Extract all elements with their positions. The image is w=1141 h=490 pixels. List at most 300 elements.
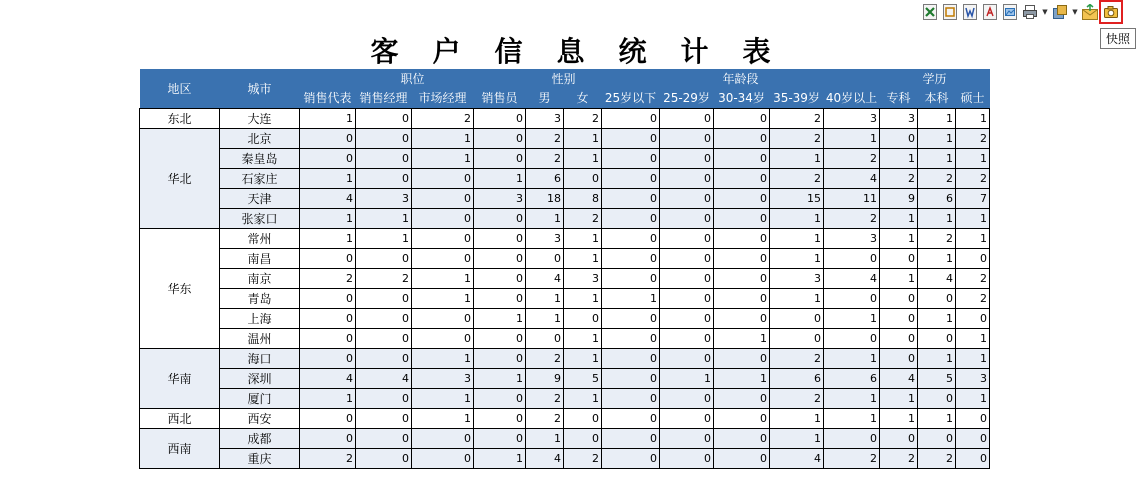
value-cell: 4 <box>526 448 564 468</box>
value-cell: 0 <box>714 168 770 188</box>
table-row <box>140 268 990 288</box>
value-cell: 0 <box>602 228 660 248</box>
value-cell: 0 <box>474 248 526 268</box>
value-cell: 1 <box>564 288 602 308</box>
value-cell: 0 <box>714 228 770 248</box>
value-cell: 0 <box>412 168 474 188</box>
value-cell: 0 <box>880 248 918 268</box>
table-row <box>140 428 990 448</box>
value-cell: 1 <box>880 228 918 248</box>
region-cell: 西北 <box>140 408 220 428</box>
value-cell: 0 <box>602 388 660 408</box>
city-cell: 南京 <box>220 268 300 288</box>
value-cell: 1 <box>880 208 918 228</box>
value-cell: 1 <box>918 248 956 268</box>
table-row <box>140 188 990 208</box>
value-cell: 1 <box>770 148 824 168</box>
value-cell: 2 <box>300 448 356 468</box>
value-cell: 11 <box>824 188 880 208</box>
value-cell: 2 <box>526 348 564 368</box>
value-cell: 4 <box>824 168 880 188</box>
value-cell: 1 <box>300 208 356 228</box>
value-cell: 0 <box>880 328 918 348</box>
table-row <box>140 448 990 468</box>
excel-export-button[interactable] <box>921 3 939 21</box>
value-cell: 2 <box>918 448 956 468</box>
value-cell: 3 <box>824 228 880 248</box>
city-cell: 张家口 <box>220 208 300 228</box>
value-cell: 1 <box>824 308 880 328</box>
value-cell: 1 <box>880 148 918 168</box>
value-cell: 0 <box>660 268 714 288</box>
value-cell: 2 <box>880 168 918 188</box>
value-cell: 2 <box>564 208 602 228</box>
value-cell: 2 <box>526 388 564 408</box>
value-cell: 2 <box>564 108 602 128</box>
value-cell: 3 <box>824 108 880 128</box>
col-header-city: 城市 <box>220 69 300 108</box>
table-row <box>140 128 990 148</box>
value-cell: 0 <box>474 428 526 448</box>
value-cell: 0 <box>564 308 602 328</box>
value-cell: 1 <box>918 128 956 148</box>
value-cell: 0 <box>356 288 412 308</box>
value-cell: 0 <box>412 228 474 248</box>
value-cell: 0 <box>714 388 770 408</box>
value-cell: 7 <box>956 188 990 208</box>
value-cell: 0 <box>918 288 956 308</box>
value-cell: 0 <box>474 208 526 228</box>
value-cell: 0 <box>300 348 356 368</box>
value-cell: 1 <box>714 328 770 348</box>
value-cell: 1 <box>824 388 880 408</box>
col-header: 销售员 <box>474 88 526 108</box>
value-cell: 0 <box>474 148 526 168</box>
value-cell: 0 <box>564 428 602 448</box>
value-cell: 0 <box>526 328 564 348</box>
value-cell: 3 <box>526 228 564 248</box>
email-button[interactable] <box>1081 3 1099 21</box>
value-cell: 1 <box>770 408 824 428</box>
value-cell: 0 <box>474 108 526 128</box>
city-cell: 秦皇岛 <box>220 148 300 168</box>
value-cell: 1 <box>300 388 356 408</box>
print-dropdown-arrow[interactable]: ▼ <box>1042 8 1048 16</box>
value-cell: 5 <box>918 368 956 388</box>
value-cell: 0 <box>714 348 770 368</box>
table-row <box>140 228 990 248</box>
value-cell: 1 <box>474 448 526 468</box>
value-cell: 0 <box>770 328 824 348</box>
value-cell: 0 <box>956 408 990 428</box>
value-cell: 2 <box>412 108 474 128</box>
value-cell: 2 <box>526 408 564 428</box>
value-cell: 0 <box>474 328 526 348</box>
value-cell: 0 <box>660 428 714 448</box>
value-cell: 1 <box>956 328 990 348</box>
value-cell: 4 <box>918 268 956 288</box>
word-export-button[interactable] <box>961 3 979 21</box>
value-cell: 0 <box>602 108 660 128</box>
value-cell: 4 <box>824 268 880 288</box>
value-cell: 1 <box>880 408 918 428</box>
value-cell: 0 <box>412 308 474 328</box>
value-cell: 1 <box>474 168 526 188</box>
value-cell: 0 <box>356 128 412 148</box>
image-export-button[interactable] <box>1001 3 1019 21</box>
value-cell: 1 <box>564 388 602 408</box>
value-cell: 1 <box>526 428 564 448</box>
table-row <box>140 408 990 428</box>
value-cell: 2 <box>956 268 990 288</box>
table-row <box>140 388 990 408</box>
value-cell: 1 <box>918 308 956 328</box>
value-cell: 0 <box>660 328 714 348</box>
value-cell: 0 <box>356 448 412 468</box>
value-cell: 2 <box>564 448 602 468</box>
value-cell: 1 <box>564 148 602 168</box>
value-cell: 3 <box>880 108 918 128</box>
value-cell: 1 <box>918 208 956 228</box>
value-cell: 0 <box>824 428 880 448</box>
value-cell: 2 <box>356 268 412 288</box>
table-row <box>140 368 990 388</box>
pdf-export-button[interactable] <box>981 3 999 21</box>
city-cell: 石家庄 <box>220 168 300 188</box>
value-cell: 0 <box>714 208 770 228</box>
city-cell: 海口 <box>220 348 300 368</box>
value-cell: 1 <box>770 248 824 268</box>
city-cell: 天津 <box>220 188 300 208</box>
value-cell: 0 <box>300 328 356 348</box>
value-cell: 2 <box>880 448 918 468</box>
value-cell: 0 <box>660 348 714 368</box>
value-cell: 0 <box>474 268 526 288</box>
value-cell: 3 <box>526 108 564 128</box>
excel-export-icon <box>923 4 937 20</box>
value-cell: 0 <box>412 208 474 228</box>
value-cell: 0 <box>602 428 660 448</box>
value-cell: 0 <box>956 448 990 468</box>
value-cell: 0 <box>660 208 714 228</box>
group-header-age: 年龄段 <box>602 69 880 88</box>
csv-export-button[interactable] <box>941 3 959 21</box>
value-cell: 0 <box>660 408 714 428</box>
value-cell: 1 <box>918 108 956 128</box>
value-cell: 0 <box>660 248 714 268</box>
city-cell: 北京 <box>220 128 300 148</box>
value-cell: 0 <box>714 128 770 148</box>
value-cell: 3 <box>412 368 474 388</box>
value-cell: 0 <box>300 288 356 308</box>
value-cell: 0 <box>880 348 918 368</box>
value-cell: 0 <box>714 188 770 208</box>
value-cell: 6 <box>770 368 824 388</box>
value-cell: 1 <box>526 208 564 228</box>
value-cell: 1 <box>956 108 990 128</box>
value-cell: 2 <box>824 448 880 468</box>
value-cell: 0 <box>356 348 412 368</box>
value-cell: 0 <box>300 248 356 268</box>
value-cell: 8 <box>564 188 602 208</box>
value-cell: 1 <box>956 228 990 248</box>
table-row <box>140 248 990 268</box>
value-cell: 4 <box>880 368 918 388</box>
region-cell: 东北 <box>140 108 220 128</box>
value-cell: 0 <box>564 408 602 428</box>
value-cell: 0 <box>714 308 770 328</box>
value-cell: 2 <box>300 268 356 288</box>
value-cell: 0 <box>660 148 714 168</box>
value-cell: 0 <box>660 448 714 468</box>
value-cell: 0 <box>602 268 660 288</box>
snapshot-camera-button[interactable] <box>1101 2 1121 22</box>
value-cell: 1 <box>824 408 880 428</box>
col-header: 25-29岁 <box>660 88 714 108</box>
value-cell: 0 <box>918 328 956 348</box>
value-cell: 6 <box>526 168 564 188</box>
value-cell: 1 <box>526 308 564 328</box>
value-cell: 0 <box>300 308 356 328</box>
value-cell: 0 <box>356 108 412 128</box>
value-cell: 0 <box>356 428 412 448</box>
value-cell: 2 <box>918 168 956 188</box>
value-cell: 0 <box>824 248 880 268</box>
value-cell: 2 <box>918 228 956 248</box>
value-cell: 2 <box>956 128 990 148</box>
value-cell: 1 <box>356 208 412 228</box>
value-cell: 4 <box>300 368 356 388</box>
value-cell: 0 <box>474 228 526 248</box>
value-cell: 1 <box>770 208 824 228</box>
value-cell: 0 <box>660 388 714 408</box>
value-cell: 0 <box>602 348 660 368</box>
value-cell: 2 <box>956 168 990 188</box>
value-cell: 0 <box>356 168 412 188</box>
value-cell: 1 <box>564 248 602 268</box>
col-header: 35-39岁 <box>770 88 824 108</box>
value-cell: 4 <box>770 448 824 468</box>
value-cell: 0 <box>300 408 356 428</box>
value-cell: 1 <box>824 128 880 148</box>
value-cell: 2 <box>770 108 824 128</box>
city-cell: 成都 <box>220 428 300 448</box>
value-cell: 5 <box>564 368 602 388</box>
print-button[interactable] <box>1021 3 1039 21</box>
csv-export-icon <box>943 4 957 20</box>
value-cell: 0 <box>412 188 474 208</box>
table-row <box>140 348 990 368</box>
group-header-education: 学历 <box>880 69 990 88</box>
value-cell: 1 <box>564 128 602 148</box>
city-cell: 上海 <box>220 308 300 328</box>
export-more-button[interactable] <box>1051 3 1069 21</box>
value-cell: 1 <box>412 408 474 428</box>
col-header: 40岁以上 <box>824 88 880 108</box>
city-cell: 青岛 <box>220 288 300 308</box>
value-cell: 0 <box>602 208 660 228</box>
value-cell: 0 <box>356 388 412 408</box>
value-cell: 0 <box>956 428 990 448</box>
value-cell: 0 <box>918 388 956 408</box>
value-cell: 3 <box>474 188 526 208</box>
group-header-gender: 性别 <box>526 69 602 88</box>
value-cell: 0 <box>714 288 770 308</box>
table-row <box>140 308 990 328</box>
value-cell: 3 <box>956 368 990 388</box>
table-row <box>140 108 990 128</box>
value-cell: 1 <box>770 228 824 248</box>
table-row <box>140 148 990 168</box>
value-cell: 1 <box>770 428 824 448</box>
value-cell: 2 <box>824 148 880 168</box>
value-cell: 0 <box>602 128 660 148</box>
city-cell: 重庆 <box>220 448 300 468</box>
value-cell: 0 <box>412 428 474 448</box>
value-cell: 1 <box>474 308 526 328</box>
col-header: 本科 <box>918 88 956 108</box>
value-cell: 1 <box>602 288 660 308</box>
value-cell: 2 <box>770 348 824 368</box>
value-cell: 0 <box>602 188 660 208</box>
region-cell: 华北 <box>140 128 220 228</box>
value-cell: 0 <box>474 408 526 428</box>
value-cell: 2 <box>770 128 824 148</box>
value-cell: 2 <box>770 388 824 408</box>
value-cell: 0 <box>474 388 526 408</box>
value-cell: 0 <box>714 148 770 168</box>
table-row <box>140 328 990 348</box>
value-cell: 0 <box>770 308 824 328</box>
value-cell: 1 <box>824 348 880 368</box>
value-cell: 1 <box>660 368 714 388</box>
value-cell: 1 <box>412 148 474 168</box>
value-cell: 1 <box>412 288 474 308</box>
print-icon <box>1022 4 1038 20</box>
value-cell: 0 <box>824 288 880 308</box>
value-cell: 0 <box>300 128 356 148</box>
value-cell: 1 <box>714 368 770 388</box>
value-cell: 1 <box>880 268 918 288</box>
value-cell: 1 <box>956 348 990 368</box>
value-cell: 1 <box>770 288 824 308</box>
value-cell: 0 <box>300 428 356 448</box>
value-cell: 18 <box>526 188 564 208</box>
value-cell: 0 <box>602 408 660 428</box>
city-cell: 西安 <box>220 408 300 428</box>
value-cell: 0 <box>602 328 660 348</box>
city-cell: 温州 <box>220 328 300 348</box>
value-cell: 0 <box>714 248 770 268</box>
value-cell: 4 <box>300 188 356 208</box>
value-cell: 0 <box>474 128 526 148</box>
value-cell: 0 <box>356 408 412 428</box>
value-cell: 0 <box>412 448 474 468</box>
value-cell: 3 <box>564 268 602 288</box>
value-cell: 1 <box>412 388 474 408</box>
value-cell: 2 <box>770 168 824 188</box>
value-cell: 0 <box>526 248 564 268</box>
value-cell: 0 <box>714 448 770 468</box>
city-cell: 南昌 <box>220 248 300 268</box>
email-icon <box>1081 4 1099 20</box>
value-cell: 0 <box>660 228 714 248</box>
value-cell: 4 <box>526 268 564 288</box>
value-cell: 0 <box>660 128 714 148</box>
value-cell: 4 <box>356 368 412 388</box>
value-cell: 0 <box>660 108 714 128</box>
col-header: 30-34岁 <box>714 88 770 108</box>
word-export-icon <box>963 4 977 20</box>
value-cell: 2 <box>526 128 564 148</box>
value-cell: 0 <box>356 148 412 168</box>
customer-info-table <box>139 69 990 469</box>
value-cell: 1 <box>880 388 918 408</box>
value-cell: 0 <box>714 268 770 288</box>
value-cell: 9 <box>880 188 918 208</box>
value-cell: 1 <box>300 228 356 248</box>
value-cell: 0 <box>918 428 956 448</box>
col-header: 男 <box>526 88 564 108</box>
value-cell: 1 <box>564 348 602 368</box>
export-more-icon <box>1052 4 1068 20</box>
value-cell: 0 <box>474 288 526 308</box>
value-cell: 0 <box>660 168 714 188</box>
value-cell: 0 <box>356 308 412 328</box>
value-cell: 0 <box>660 288 714 308</box>
value-cell: 0 <box>602 308 660 328</box>
region-cell: 西南 <box>140 428 220 468</box>
value-cell: 0 <box>714 428 770 448</box>
value-cell: 1 <box>412 348 474 368</box>
report-title: 客户信息统计表 <box>370 35 805 68</box>
value-cell: 1 <box>412 128 474 148</box>
col-header: 销售代表 <box>300 88 356 108</box>
value-cell: 1 <box>300 108 356 128</box>
city-cell: 大连 <box>220 108 300 128</box>
value-cell: 0 <box>880 308 918 328</box>
value-cell: 1 <box>564 328 602 348</box>
col-header: 25岁以下 <box>602 88 660 108</box>
value-cell: 0 <box>300 148 356 168</box>
value-cell: 0 <box>956 248 990 268</box>
value-cell: 0 <box>660 308 714 328</box>
pdf-export-icon <box>983 4 997 20</box>
export-more-dropdown-arrow[interactable]: ▼ <box>1072 8 1078 16</box>
value-cell: 1 <box>956 388 990 408</box>
value-cell: 0 <box>602 368 660 388</box>
col-header: 女 <box>564 88 602 108</box>
region-cell: 华东 <box>140 228 220 348</box>
table-row <box>140 168 990 188</box>
city-cell: 厦门 <box>220 388 300 408</box>
value-cell: 3 <box>770 268 824 288</box>
region-cell: 华南 <box>140 348 220 408</box>
value-cell: 1 <box>918 408 956 428</box>
value-cell: 0 <box>474 348 526 368</box>
value-cell: 1 <box>918 148 956 168</box>
value-cell: 0 <box>880 288 918 308</box>
group-header-position: 职位 <box>300 69 526 88</box>
value-cell: 0 <box>412 328 474 348</box>
value-cell: 2 <box>956 288 990 308</box>
value-cell: 3 <box>356 188 412 208</box>
value-cell: 6 <box>824 368 880 388</box>
value-cell: 0 <box>602 148 660 168</box>
value-cell: 1 <box>356 228 412 248</box>
report-toolbar <box>921 2 1121 22</box>
col-header: 市场经理 <box>412 88 474 108</box>
